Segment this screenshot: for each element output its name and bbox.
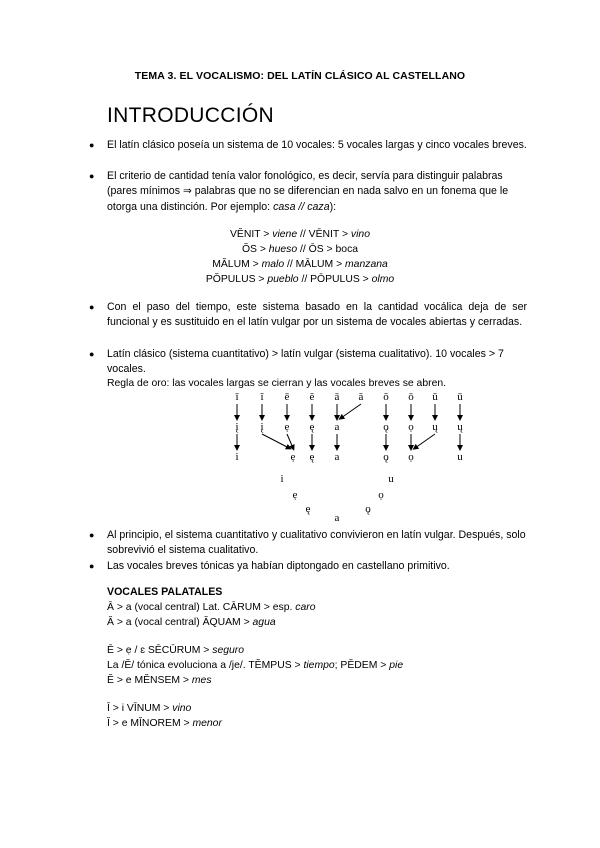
romance-vowel-label: a	[334, 451, 340, 463]
bullet-dot: ●	[89, 561, 95, 571]
romance-vowel-label: ę	[309, 451, 315, 463]
bullet-text: Con el paso del tiempo, este sistema basado en la cantidad vocálica deja de ser funcional y es sustituido en el latín vulgar por un sistema de vocales abiertas y cerradas.	[107, 301, 527, 329]
palatal-line: Ī > i VĪNUM > vino	[107, 703, 192, 714]
bullet-dot: ●	[89, 171, 95, 181]
subsection-title: VOCALES PALATALES	[107, 586, 223, 598]
palatal-line: Ā > a (vocal central) Lat. CĀRUM > esp. caro	[107, 602, 316, 613]
latin-vowel-label: ă	[358, 391, 364, 403]
vowel-triangle-label: ę	[305, 503, 311, 515]
romance-vowel-label: u	[457, 451, 463, 463]
latin-vowel-label: ē	[284, 391, 290, 403]
rule-text: Regla de oro: las vocales largas se cierran y las vocales breves se abren.	[107, 378, 447, 389]
palatal-line: Ă > a (vocal central) ĂQUAM > agua	[107, 617, 276, 628]
latin-vowel-label: ĕ	[309, 391, 315, 403]
vowel-triangle-label: i	[280, 473, 284, 485]
bullet-dot: ●	[89, 530, 95, 540]
bullet-text: El criterio de cantidad tenía valor fonológico, es decir, servía para distinguir palabras (pares mínimos ⇒ palabras que no se diferencian en nada salvo en un fonema que le otorga una distinción. Por ejemplo: casa // caza):	[107, 170, 509, 213]
vowel-triangle-label: a	[334, 512, 340, 523]
example-line: PŎPULUS > pueblo // PŌPULUS > olmo	[205, 274, 395, 285]
evolution-arrow	[287, 434, 293, 448]
vowel-triangle-label: u	[388, 473, 394, 485]
palatal-line: La /Ĕ/ tónica evoluciona a /je/. TĔMPUS > tiempo; PĔDEM > pie	[107, 660, 404, 671]
example-line: VĔNIT > viene // VĒNIT > vino	[230, 229, 370, 240]
bullet-text: Al principio, el sistema cuantitativo y cualitativo convivieron en latín vulgar. Después, solo sobrevivió el sistema cualitativo.	[107, 529, 526, 557]
evolution-arrow	[415, 434, 435, 448]
palatal-line: Ĭ > e MĬNOREM > menor	[107, 718, 222, 729]
vulgar-vowel-label: a	[334, 421, 340, 433]
vulgar-vowel-label: ų	[432, 421, 438, 433]
evolution-arrow	[262, 434, 289, 448]
romance-vowel-label: ọ	[408, 451, 414, 463]
bullet-text: El latín clásico poseía un sistema de 10 vocales: 5 vocales largas y cinco vocales breves.	[107, 139, 527, 151]
romance-vowel-label: i	[235, 451, 239, 463]
vulgar-vowel-label: ų	[457, 421, 463, 433]
vowel-triangle-label: ẹ	[292, 489, 298, 501]
bullet-text: Latín clásico (sistema cuantitativo) > latín vulgar (sistema cualitativo). 10 vocales > 7 vocales.	[107, 348, 504, 376]
latin-vowel-label: ō	[408, 391, 414, 403]
palatal-line: Ē > ẹ / ɛ SĒCŪRUM > seguro	[107, 645, 245, 656]
vulgar-vowel-label: į	[260, 421, 264, 433]
example-line: MĂLUM > malo // MĀLUM > manzana	[212, 259, 388, 270]
vowel-triangle-label: ǫ	[365, 503, 371, 515]
latin-vowel-label: ŭ	[432, 391, 438, 403]
romance-vowel-label: ǫ	[383, 451, 389, 463]
vulgar-vowel-label: ę	[309, 421, 315, 433]
evolution-arrow	[341, 404, 361, 418]
vowel-triangle-label: ọ	[378, 489, 384, 501]
latin-vowel-label: ŏ	[383, 391, 389, 403]
palatal-line: Ĕ > e MĔNSEM > mes	[107, 675, 212, 686]
vowel-evolution-diagram	[225, 388, 515, 523]
latin-vowel-label: ĭ	[260, 391, 264, 403]
bullet-dot: ●	[89, 349, 95, 359]
bullet-text: Las vocales breves tónicas ya habían diptongado en castellano primitivo.	[107, 560, 450, 572]
document-title: TEMA 3. EL VOCALISMO: DEL LATÍN CLÁSICO AL CASTELLANO	[134, 70, 466, 82]
bullet-dot: ●	[89, 140, 95, 150]
section-heading: INTRODUCCIÓN	[107, 104, 274, 127]
vulgar-vowel-label: į	[235, 421, 239, 433]
romance-vowel-label: ẹ	[290, 451, 296, 463]
latin-vowel-label: ī	[235, 391, 239, 403]
vulgar-vowel-label: ǫ	[383, 421, 389, 433]
vulgar-vowel-label: ẹ	[284, 421, 290, 433]
example-line: ŎS > hueso // ŌS > boca	[241, 244, 359, 255]
latin-vowel-label: ū	[457, 391, 463, 403]
bullet-dot: ●	[89, 302, 95, 312]
latin-vowel-label: ā	[334, 391, 340, 403]
vulgar-vowel-label: ọ	[408, 421, 414, 433]
